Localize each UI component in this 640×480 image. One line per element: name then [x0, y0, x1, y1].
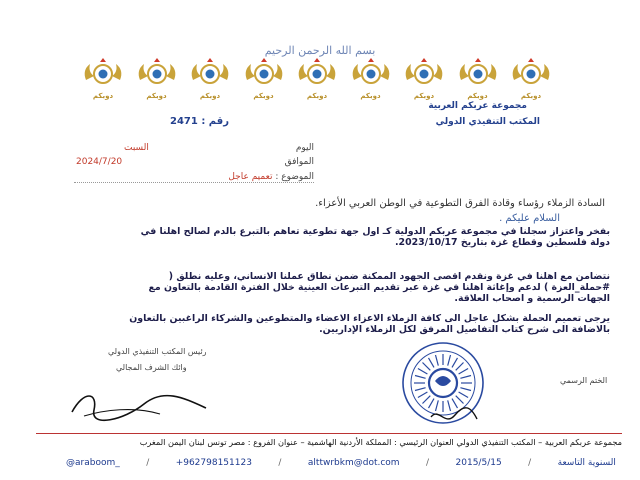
emblem-label: دوبكم	[467, 92, 488, 100]
emblem-label: دوبكم	[520, 92, 542, 100]
emblem-logo	[187, 58, 233, 98]
day-value: السبت	[124, 143, 149, 153]
basmala-heading: بسم الله الرحمن الرحيم	[264, 44, 376, 57]
emblem-label: دوبكم	[413, 92, 435, 100]
stamp-ray	[448, 400, 451, 411]
stamp-ray	[459, 392, 469, 398]
stamp-ray	[456, 363, 464, 371]
footer-divider	[36, 433, 622, 434]
footer-web: alttwrbkm@dot.com	[307, 458, 400, 468]
body-paragraph-1: بفخر واعتزاز سجلنا في مجموعة عربكم الدولية كـ اول جهة تطوعية تعاهم بالتبرع بالدم لصالح اهلنا في دولة فلسطين وقطاع غزة بتاريخ 2023/10/17.	[140, 226, 610, 248]
footer-phone: +962798151123	[175, 458, 252, 468]
day-label: اليوم	[295, 143, 314, 153]
emblem-logo	[348, 58, 394, 98]
stamp-ray	[459, 369, 469, 375]
logo-strip	[80, 58, 554, 98]
stamp-emblem	[435, 376, 451, 386]
subject-value: تعميم عاجل	[228, 172, 273, 182]
stamp-ray	[460, 388, 471, 391]
body-paragraph-2: نتضامن مع اهلنا في غزة ونقدم اقصى الجهود الممكنة ضمن نطاق عملنا الانساني، وعليه نطلق ( #حملة_العزة ) لدعم وإغاثة اهلنا في غزة عبر تقديم التبرعات العينية خلال الفترة القادمة بالتعاون مع الجهات الرسمية و اصحاب العلاقة.	[148, 271, 610, 304]
emblem-logo	[294, 58, 340, 98]
stamp-ray	[436, 400, 439, 411]
stamp-ray	[429, 399, 435, 409]
date-label: الموافق	[284, 157, 314, 167]
footer-founded: 2015/5/15	[455, 458, 502, 468]
stamp-ray	[415, 388, 426, 391]
stamp-ray	[448, 355, 451, 366]
stamp-ray	[418, 369, 428, 375]
subject-label: الموضوع	[281, 172, 314, 182]
meta-day-row	[124, 143, 314, 153]
office-name: المكتب التنفيذي الدولي	[435, 117, 540, 127]
emblem-label: دوبكم	[199, 92, 221, 100]
footer-social: @araboom_	[66, 458, 120, 468]
emblem-logo	[241, 58, 287, 98]
emblem-label: دوبكم	[92, 92, 114, 100]
reference-number: رقم : 2471	[170, 116, 229, 127]
signatory-name: وائك الشرف المجالي	[116, 363, 187, 372]
stamp-ray	[460, 376, 471, 379]
emblem-logo	[134, 58, 180, 98]
body-paragraph-3: يرجى تعميم الحملة بشكل عاجل الى كافة الزملاء الاعزاء الاعضاء والمتطوعين والشركاء الراغبين بالتعاون بالاضافة الى شرح كتاب التفاصيل المرفق لكل الزملاء الإداريين.	[129, 313, 610, 335]
stamp-label: الختم الرسمي	[560, 376, 608, 385]
stamp-ray	[429, 358, 435, 368]
emblem-logo	[80, 58, 126, 98]
footer-anniversary: السنوية التاسعة	[557, 458, 616, 468]
date-value: 2024/7/20	[76, 157, 123, 167]
stamp-ray	[423, 396, 431, 404]
signature-scribble	[64, 380, 214, 424]
official-stamp	[395, 337, 491, 431]
stamp-ray	[418, 392, 428, 398]
meta-subject-row: الموضوع : تعميم عاجل	[74, 172, 314, 183]
addressee-line: السادة الزملاء رؤساء وقادة الفرق التطوعية في الوطن العربي الأعزاء.	[315, 198, 605, 209]
emblem-logo	[401, 58, 447, 98]
emblem-logo	[455, 58, 501, 98]
meta-date-row	[76, 157, 314, 167]
emblem-label: دوبكم	[360, 92, 381, 100]
stamp-ray	[436, 355, 439, 366]
organization-name: مجموعة عربكم العربية	[428, 101, 527, 111]
stamp-ray	[415, 376, 426, 379]
footer-address: مجموعة عربكم العربية – المكتب التنفيذي الدولي العنوان الرئيسي : المملكة الأردنية الهاشمية – عنوان الفروع : مصر تونس لبنان اليمن المغرب	[139, 437, 622, 447]
emblem-logo	[508, 58, 554, 98]
signatory-title: رئيس المكتب التنفيذي الدولي	[108, 347, 207, 356]
emblem-label: دوبكم	[146, 92, 167, 100]
emblem-label: دوبكم	[306, 92, 328, 100]
stamp-ray	[452, 358, 458, 368]
footer-contacts: @araboom_ / +962798151123 / alttwrbkm@dot.com / 2015/5/15 / السنوية التاسعة	[66, 458, 616, 468]
greeting-line: السلام عليكم .	[499, 213, 560, 224]
stamp-ray	[452, 399, 458, 409]
stamp-ray	[456, 396, 464, 404]
stamp-ray	[423, 363, 431, 371]
emblem-label: دوبكم	[253, 92, 274, 100]
